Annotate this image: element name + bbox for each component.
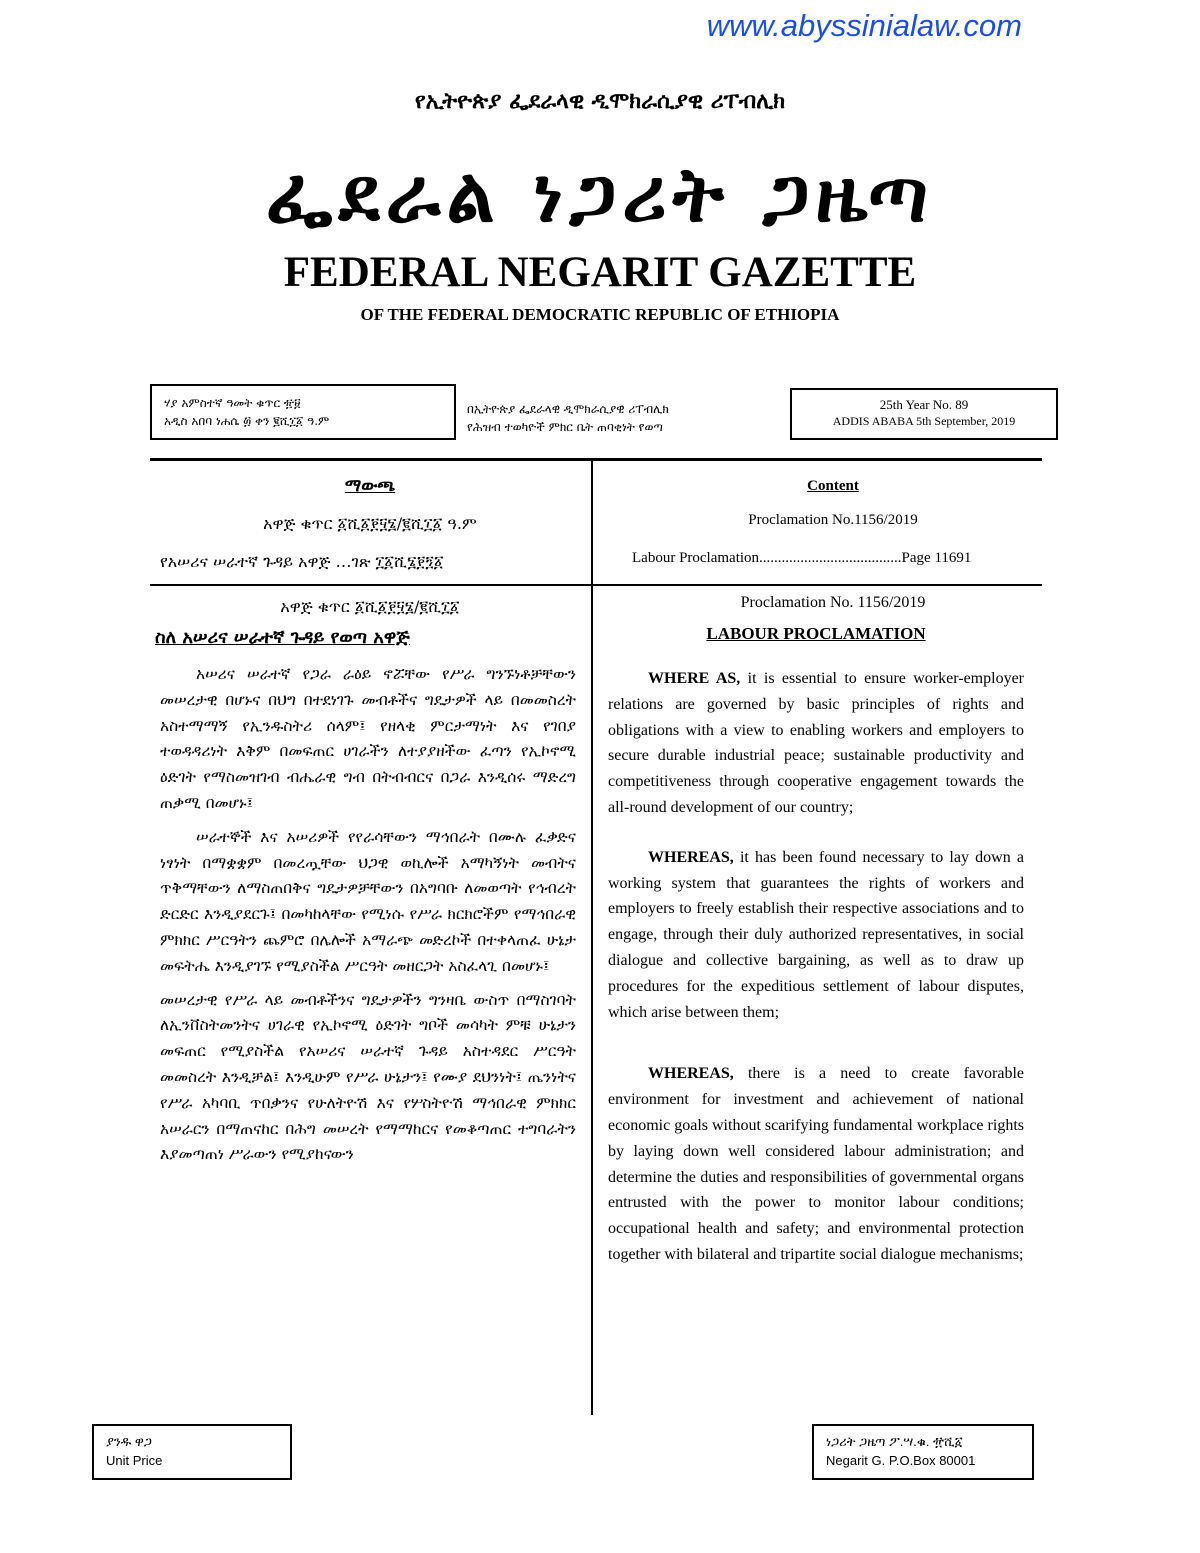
- toc-bottom-rule: [150, 584, 1042, 586]
- gazette-title-english: FEDERAL NEGARIT GAZETTE: [283, 249, 917, 296]
- whereas-lead: WHERE AS,: [648, 670, 741, 687]
- whereas-lead: WHEREAS,: [648, 848, 734, 866]
- english-paragraph: [608, 1061, 1024, 1267]
- po-box: [812, 1424, 1034, 1480]
- unit-price-english: Unit Price: [106, 1453, 163, 1468]
- toc-item-english[interactable]: Labour Proclamation......................................Page 11691: [632, 550, 972, 566]
- amharic-paragraph: መሠረታዊ የሥራ ላይ መብቶችንና ግዴታዎችን ግንዛቤ ውስጥ በማስገባት ለኢንቨስትመንትና ሀገራዊ የኢኮኖሚ ዕድገት ግቦች መሳካት ምቹ ሁኔታን መፍጠር የሚያስችል የአሠሪና ሠራተኛ ጉዳይ አስተዳደር ሥርዓት መመስረት እንዲቻል፤ እንዲሁም የሥራ ሁኔታን፤ የሙያ ደህንነት፤ ጤንነትና የሥራ አካባቢ ጥበቃንና የሁለትዮሽ እና የሦስትዮሽ ማኅበራዊ ምክክር አሠራርን በማጠናከር በሕግ መሠረት የማማከርና የመቆጣጠር ተግባራትን እያመጣጠነ ሥራውን የሚያከናውን: [160, 990, 576, 1164]
- amharic-preamble: [160, 662, 576, 1176]
- po-box-amharic: ነጋሪት ጋዜጣ ፖ.ሣ.ቁ. ፹ሺ፩: [826, 1434, 963, 1449]
- amharic-paragraph: ሠራተኞች እና አሠሪዎች የየራሳቸውን ማኅበራት በሙሉ ፈቃድና ነፃነት በማቋቋም በመረጧቸው ህጋዊ ወኪሎች አማካኝነት መብትና ጥቅማቸውን ለማስጠበቅና ግዴታዎቻቸውን በአግባቡ ለመወጣት የኅብረት ድርድር እንዲያደርጉ፤ በመካከላቸው የሚነሱ የሥራ ክርክሮችም የማኅበራዊ ምክክር ሥርዓትን ጨምሮ በሌሎች አማራጭ መድረኮች በተቀላጠፈ ሁኔታ መፍትሔ እንዲያገኙ የሚያስችል ሥርዓት መዘርጋት አስፈላጊ በመሆኑ፤: [160, 827, 576, 975]
- amharic-paragraph: አሠሪና ሠራተኛ የጋራ ራዕይ ኖሯቸው የሥራ ግንኙነቶቻቸውን መሠረታዊ በሆኑና በህግ በተደነገጉ መብቶችና ግዴታዎች ላይ በመመስረት አስተማማኝ የኢንዱስትሪ ሰላም፤ የዘላቂ ምርታማነት እና የገበያ ተወዳዳሪነት እቅም በመፍጠር ሀገራችን ለተያያዘችው ፈጣን የኢኮኖሚ ዕድገት የማስመዝገብ ብሔራዊ ግብ በትብብርና በጋራ እንዲሰሩ ማድረግ ጠቃሚ በመሆኑ፤: [160, 665, 576, 812]
- unit-price-box: [92, 1424, 292, 1480]
- paragraph-text: it is essential to ensure worker-employer relations are governed by basic principles of rights and obligations with a view to enabling workers and employers to secure durable industrial peace; sustainable productivity and competitiveness through cooperative engagement towards the all-round development of our country;: [608, 670, 1024, 816]
- proclamation-title-english: LABOUR PROCLAMATION: [706, 624, 926, 643]
- whereas-lead: WHEREAS,: [648, 1065, 734, 1083]
- issuer-note: [467, 400, 785, 436]
- proclamation-title-amharic: ስለ አሠሪና ሠራተኛ ጉዳይ የወጣ አዋጅ: [155, 627, 410, 648]
- paragraph-text: it has been found necessary to lay down a working system that guarantees the rights of workers and employers to freely establish their respective associations and to engage, through their duly authorized representatives, in social dialogue and collective bargaining, as well as to draw up procedures for the expeditious settlement of labour disputes, which arise between them;: [608, 848, 1024, 1021]
- issue-box-amharic: [150, 384, 456, 440]
- column-divider: [591, 460, 593, 1415]
- issue-box-english: [790, 388, 1058, 440]
- paragraph-text: there is a need to create favorable environment for investment and achievement of national economic goals without scarifying fundamental workplace rights by laying down well considered labour administration; and determine the duties and responsibilities of governmental organs entrusted with the power to monitor labour conditions; occupational health and safety; and environmental protection together with bilateral and tripartite social dialogue mechanisms;: [608, 1065, 1024, 1263]
- website-link[interactable]: www.abyssinialaw.com: [706, 8, 1022, 43]
- toc-proclamation-no-amharic: አዋጅ ቁጥር ፩ሺ፩፻፶፮/፪ሺ፲፩ ዓ.ም: [263, 514, 477, 533]
- top-rule: [150, 458, 1042, 461]
- republic-title-english: OF THE FEDERAL DEMOCRATIC REPUBLIC OF ETHIOPIA: [360, 305, 840, 324]
- po-box-english: Negarit G. P.O.Box 80001: [826, 1453, 976, 1468]
- unit-price-amharic: ያንዱ ዋጋ: [106, 1434, 152, 1449]
- issuer-line-2: የሕዝብ ተወካዮች ምክር ቤት ጠባቂነት የወጣ: [467, 420, 663, 434]
- issue-date-amharic: አዲስ አበባ ነሐሴ ፴ ቀን ፪ሺ፲፩ ዓ.ም: [164, 414, 330, 428]
- proclamation-no-english: Proclamation No. 1156/2019: [740, 594, 926, 611]
- toc-item-amharic[interactable]: የአሠሪና ሠራተኛ ጉዳይ አዋጅ …ገጽ ፲፩ሺ፮፻፺፩: [160, 552, 444, 571]
- toc-title-english: Content: [807, 478, 859, 494]
- issue-year-english: 25th Year No. 89: [879, 397, 969, 412]
- proclamation-no-amharic: አዋጅ ቁጥር ፩ሺ፩፻፶፮/፪ሺ፲፩: [280, 597, 460, 616]
- english-paragraph: [608, 845, 1024, 1026]
- gazette-title-amharic: ፌደራል ነጋሪት ጋዜጣ: [265, 150, 935, 239]
- english-paragraph: [608, 666, 1024, 821]
- issuer-line-1: በኢትዮጵያ ፌደራላዊ ዲሞክራሲያዊ ሪፐብሊክ: [467, 402, 669, 416]
- toc-proclamation-no-english: Proclamation No.1156/2019: [748, 512, 918, 528]
- toc-title-amharic: ማውጫ: [344, 476, 396, 496]
- republic-title-amharic: የኢትዮጵያ ፌደራላዊ ዲሞክራሲያዊ ሪፐብሊክ: [414, 88, 786, 114]
- issue-date-english: ADDIS ABABA 5th September, 2019: [832, 414, 1016, 428]
- issue-year-amharic: ሃያ አምስተኛ ዓመት ቁጥር ፹፱: [164, 396, 301, 410]
- english-preamble: [608, 666, 1024, 1292]
